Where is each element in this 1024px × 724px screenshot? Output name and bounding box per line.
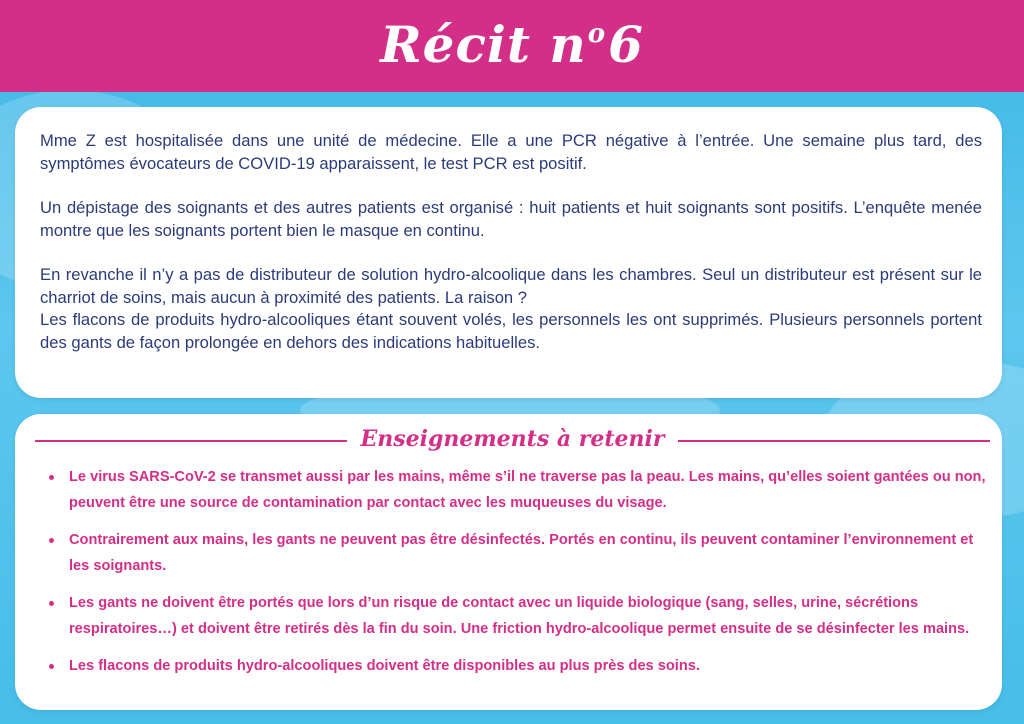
page-header: [0, 0, 1024, 92]
story-text: [40, 130, 982, 354]
list-item-text: Les gants ne doivent être portés que lors d’un risque de contact avec un liquide biologique (sang, selles, urine, sécrétions respiratoires…) et doivent être retirés dès la fin du soin. Une friction hydro-alcoolique permet ensuite de se désinfecter les mains.: [69, 595, 970, 637]
bullet-icon: [49, 664, 54, 669]
lessons-card: [15, 414, 1002, 710]
list-item-text: Les flacons de produits hydro-alcooliques doivent être disponibles au plus près des soins.: [69, 658, 700, 674]
story-card: [15, 107, 1002, 398]
lessons-header: [35, 424, 990, 454]
story-paragraph: Un dépistage des soignants et des autres patients est organisé : huit patients et huit soignants sont positifs. L’enquête menée montre que les soignants portent bien le masque en continu.: [40, 198, 982, 240]
list-item: [45, 464, 990, 516]
divider-line: [678, 440, 990, 442]
list-item: [45, 653, 990, 679]
list-item: [45, 527, 990, 579]
lessons-title: Enseignements à retenir: [360, 426, 665, 452]
story-paragraph: En revanche il n’y a pas de distributeur de solution hydro-alcoolique dans les chambres. Seul un distributeur est présent sur le charriot de soins, mais aucun à proximité des patients. La raison ?: [40, 265, 982, 307]
page-title: [380, 15, 644, 74]
bullet-icon: [49, 538, 54, 543]
list-item-text: Le virus SARS-CoV-2 se transmet aussi par les mains, même s’il ne traverse pas la peau. Les mains, qu’elles soient gantées ou non, peuvent être une source de contamination par contact avec les muqueuses du visage.: [69, 469, 986, 511]
story-paragraph: Mme Z est hospitalisée dans une unité de médecine. Elle a une PCR négative à l’entrée. Une semaine plus tard, des symptômes évocateurs de COVID-19 apparaissent, le test PCR est positif.: [40, 131, 982, 173]
bullet-icon: [49, 475, 54, 480]
bullet-icon: [49, 601, 54, 606]
title-superscript: o: [587, 18, 607, 49]
list-item: [45, 590, 990, 642]
divider-line: [35, 440, 347, 442]
title-number: 6: [608, 14, 644, 74]
story-paragraph: Les flacons de produits hydro-alcooliques étant souvent volés, les personnels les ont supprimés. Plusieurs personnels portent des gants de façon prolongée en dehors des indications habituelles.: [40, 310, 982, 352]
title-text: Récit n: [380, 14, 587, 74]
list-item-text: Contrairement aux mains, les gants ne peuvent pas être désinfectés. Portés en continu, ils peuvent contaminer l’environnement et les soignants.: [69, 532, 974, 574]
lessons-list: [45, 464, 990, 690]
